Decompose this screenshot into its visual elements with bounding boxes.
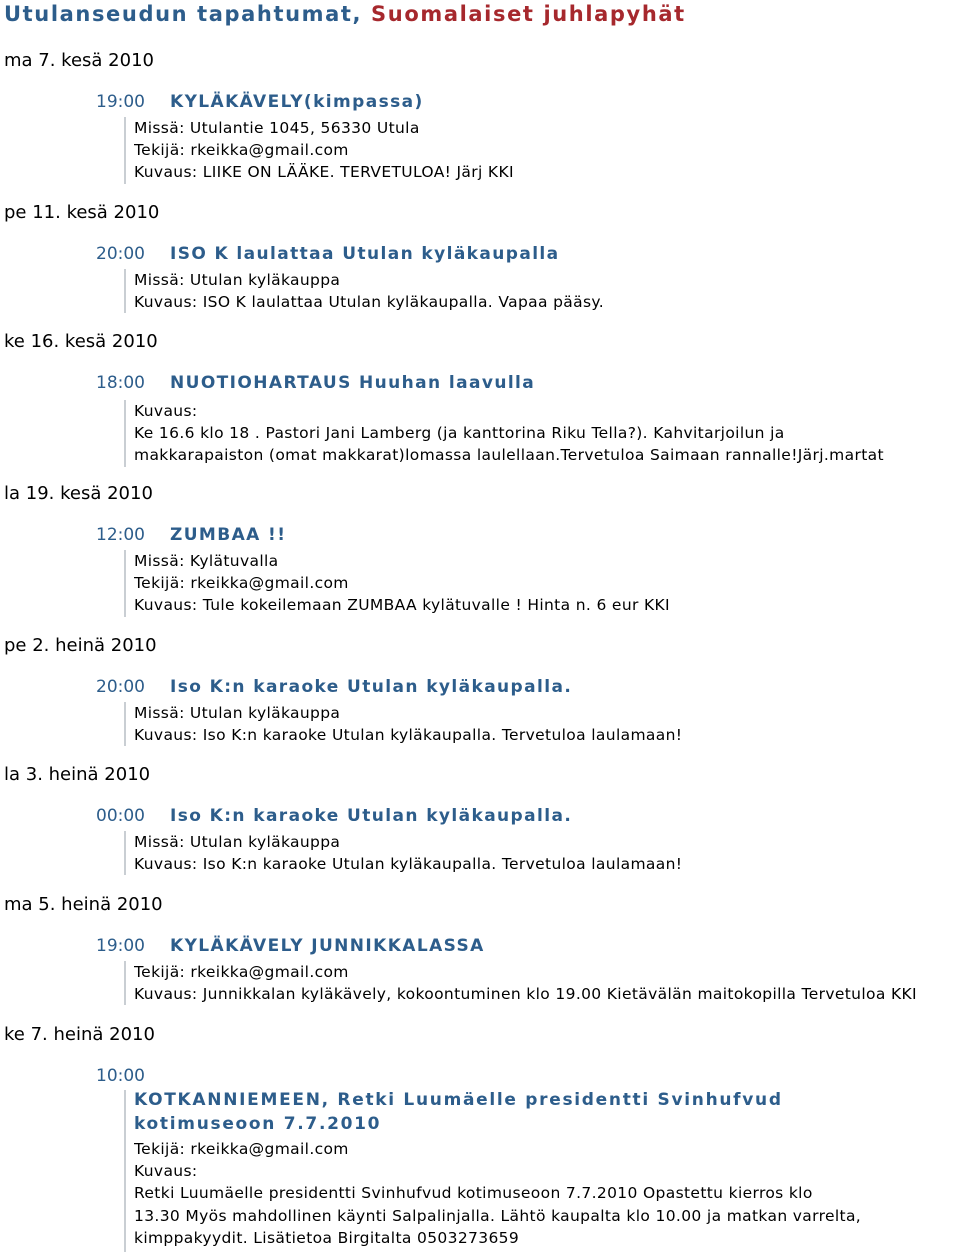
event-header[interactable] [96,804,956,828]
event-location: Missä: Utulan kyläkauppa [134,833,341,851]
event-title[interactable]: Iso K:n karaoke Utulan kyläkaupalla. [170,677,573,697]
event-organizer: Tekijä: rkeikka@gmail.com [134,141,349,160]
day-heading: pe 2. heinä 2010 [4,635,157,656]
event-organizer: Tekijä: rkeikka@gmail.com [134,1140,349,1158]
event-details [124,961,960,1005]
event-header[interactable] [96,675,956,699]
day-heading: la 19. kesä 2010 [4,483,153,504]
event-header[interactable] [96,934,956,958]
event-header[interactable] [96,523,956,547]
day-heading: ma 7. kesä 2010 [4,50,154,71]
event-location: Missä: Utulan kyläkauppa [134,271,341,289]
event-location: Missä: Utulantie 1045, 56330 Utula [134,119,420,137]
event-title[interactable]: KYLÄKÄVELY JUNNIKKALASSA [170,936,485,956]
event-description-label: Kuvaus: [134,402,198,420]
event-details [124,702,960,746]
day-heading: ma 5. heinä 2010 [4,894,163,915]
page-title [4,0,686,28]
event-details [124,269,960,313]
event-title[interactable]: KYLÄKÄVELY(kimpassa) [170,92,424,112]
event-header[interactable] [96,371,956,395]
event-description: Kuvaus: LIIKE ON LÄÄKE. TERVETULOA! Järj KKI [134,163,514,182]
event-organizer: Tekijä: rkeikka@gmail.com [134,963,349,981]
event-description: kimppakyydit. Lisätietoa Birgitalta 0503273659 [134,1228,520,1247]
event-description: Kuvaus: ISO K laulattaa Utulan kyläkaupalla. Vapaa pääsy. [134,293,605,312]
event-description: Kuvaus: Iso K:n karaoke Utulan kyläkaupalla. Tervetuloa laulamaan! [134,726,683,745]
event-title[interactable]: ISO K laulattaa Utulan kyläkaupalla [170,244,560,264]
event-description: makkarapaiston (omat makkarat)lomassa laulellaan.Tervetuloa Saimaan rannalle!Järj.martat [134,446,884,465]
event-description: 13.30 Myös mahdollinen käynti Salpalinjalla. Lähtö kaupalta klo 10.00 ja matkan varrelta, [134,1206,862,1225]
event-time: 20:00 [96,244,145,264]
event-title[interactable]: ZUMBAA !! [170,525,287,545]
day-heading: ke 16. kesä 2010 [4,331,158,352]
day-heading: pe 11. kesä 2010 [4,202,160,223]
event-header [96,1064,956,1088]
event-description: Retki Luumäelle presidentti Svinhufvud kotimuseoon 7.7.2010 Opastettu kierros klo [134,1184,813,1203]
event-title[interactable]: KOTKANNIEMEEN, Retki Luumäelle presidentti Svinhufvud kotimuseoon 7.7.2010 [134,1090,783,1134]
event-time: 20:00 [96,677,145,697]
event-time: 19:00 [96,92,145,112]
holiday-calendar-title: Suomalaiset juhlapyhät [371,2,686,26]
event-time: 19:00 [96,936,145,956]
event-description: Kuvaus: Junnikkalan kyläkävely, kokoontuminen klo 19.00 Kietävälän maitokopilla Tervetuloa KKI [134,985,917,1004]
event-time: 10:00 [96,1066,145,1086]
event-description: Ke 16.6 klo 18 . Pastori Jani Lamberg (ja kanttorina Riku Tella?). Kahvitarjoilun ja [134,424,785,443]
event-description-label: Kuvaus: [134,1162,198,1181]
event-location: Missä: Utulan kyläkauppa [134,704,341,722]
title-separator: , [352,2,363,26]
event-description: Kuvaus: Iso K:n karaoke Utulan kyläkaupalla. Tervetuloa laulamaan! [134,855,683,874]
event-organizer: Tekijä: rkeikka@gmail.com [134,574,349,593]
event-time: 00:00 [96,806,145,826]
event-details [124,117,960,184]
event-time: 12:00 [96,525,145,545]
event-header[interactable] [96,242,956,266]
event-header[interactable] [96,90,956,114]
event-title[interactable]: Iso K:n karaoke Utulan kyläkaupalla. [170,806,573,826]
event-description: Kuvaus: Tule kokeilemaan ZUMBAA kylätuvalle ! Hinta n. 6 eur KKI [134,596,670,615]
calendar-title: Utulanseudun tapahtumat [4,2,353,26]
day-heading: la 3. heinä 2010 [4,764,151,785]
event-details [124,831,960,875]
event-details [124,550,960,617]
event-details-text [124,1138,960,1249]
event-title[interactable]: NUOTIOHARTAUS Huuhan laavulla [170,373,536,393]
event-location: Missä: Kylätuvalla [134,552,279,570]
event-details [124,400,960,467]
event-time: 18:00 [96,373,145,393]
day-heading: ke 7. heinä 2010 [4,1024,155,1045]
